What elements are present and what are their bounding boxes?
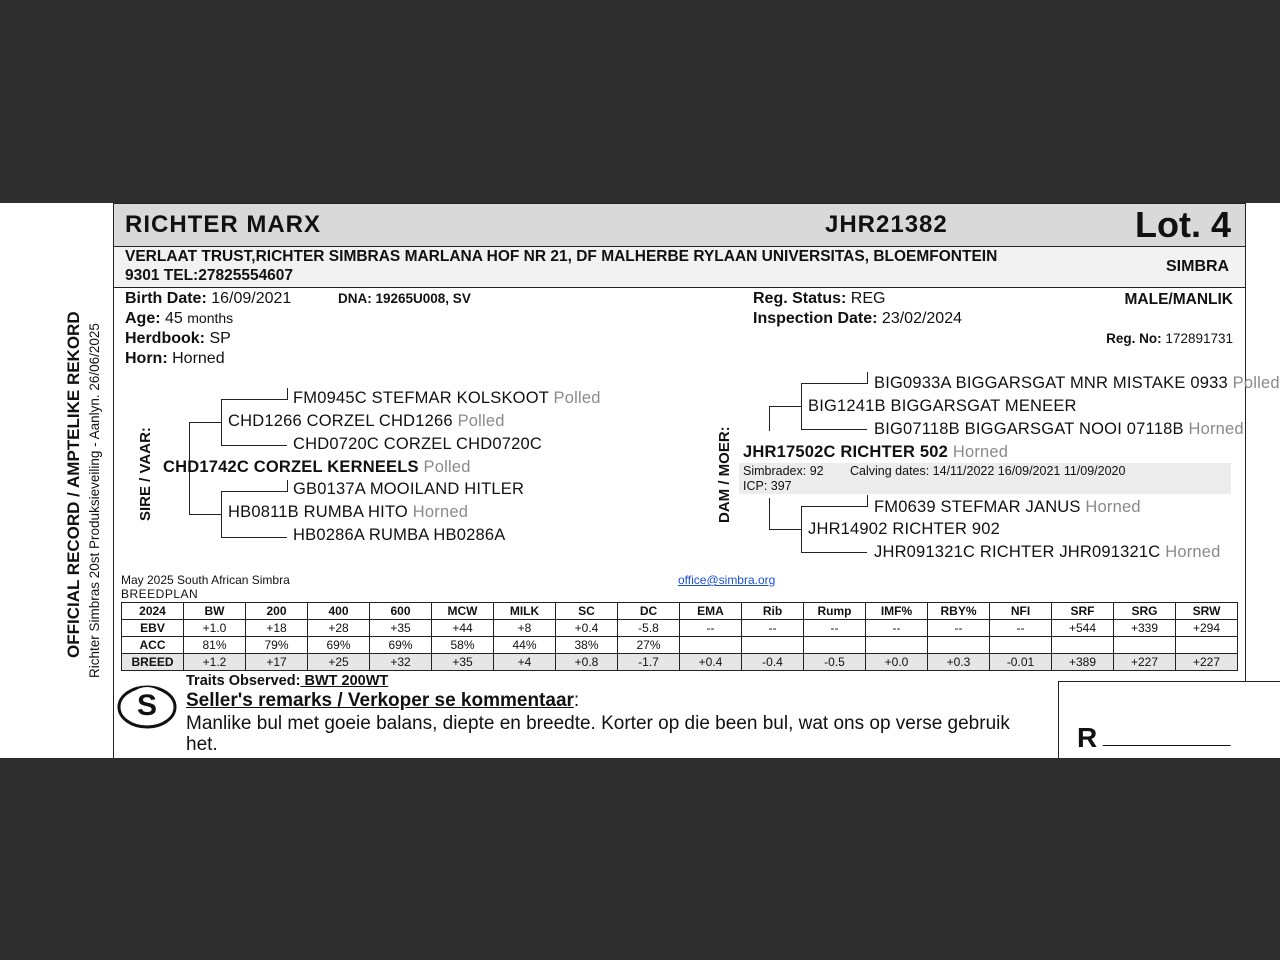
sex-value: MALE/MANLIK [1124, 291, 1233, 308]
ebv-cell: 200 [246, 603, 308, 620]
ebv-cell: +35 [370, 620, 432, 637]
animal-id: JHR21382 [825, 211, 948, 238]
owner-line-1: VERLAAT TRUST,RICHTER SIMBRAS MARLANA HOF NR 21, DF MALHERBE RYLAAN UNIVERSITAS, BLOEMFONTEIN [125, 248, 998, 265]
herdbook-row [125, 330, 231, 348]
ebv-cell [742, 637, 804, 654]
sire-dam-tick [287, 480, 288, 492]
dam-dam-dam [874, 543, 1221, 562]
breed-row [122, 654, 1238, 671]
ebv-cell: +8 [494, 620, 556, 637]
ebv-cell: +28 [308, 620, 370, 637]
remarks-colon: : [573, 690, 580, 711]
herdbook-value: SP [209, 330, 231, 347]
ebv-cell: IMF% [866, 603, 928, 620]
ebv-cell: -0.4 [742, 654, 804, 671]
ebv-cell: SRG [1114, 603, 1176, 620]
sire-sire-tick [287, 388, 288, 400]
price-box [1058, 681, 1280, 758]
traits-row [186, 673, 388, 689]
ebv-cell: RBY% [928, 603, 990, 620]
sire-sire-horn: Polled [457, 412, 505, 430]
sire-dam [228, 503, 468, 522]
dam-dam-sire-name: FM0639 STEFMAR JANUS [874, 498, 1081, 516]
reg-status-row [753, 290, 885, 308]
dam-bracket-bottom-stem [769, 498, 770, 529]
sire-sire-sire-name: FM0945C STEFMAR KOLSKOOT [293, 389, 549, 407]
ebv-cell: BREED [122, 654, 184, 671]
ebv-cell: +4 [494, 654, 556, 671]
ebv-cell: 69% [370, 637, 432, 654]
sire-sire-name: CHD1266 CORZEL CHD1266 [228, 412, 453, 430]
remarks-text: Manlike bul met goeie balans, diepte en breedte. Korter op die been bul, wat ons op verse gebruik het. [186, 713, 1010, 755]
ebv-cell: 27% [618, 637, 680, 654]
reg-no-row [1106, 331, 1233, 346]
sire-dam-dam [293, 526, 505, 545]
ebv-cell: -- [866, 620, 928, 637]
ebv-cell [990, 637, 1052, 654]
lot-number: Lot. 4 [1135, 204, 1231, 245]
ebv-cell [1052, 637, 1114, 654]
ebv-row [122, 620, 1238, 637]
dam-dam-bracket-top [801, 506, 867, 507]
dam-calving-dates: Calving dates: 14/11/2022 16/09/2021 11/09/2020 [850, 464, 1126, 478]
sire-sire-bracket [221, 399, 222, 445]
dam-sire-bracket [801, 383, 802, 429]
ebv-cell: +544 [1052, 620, 1114, 637]
dam-horn: Horned [952, 443, 1009, 461]
price-currency: R [1077, 722, 1098, 753]
sire [163, 458, 471, 477]
dam-name: JHR17502C RICHTER 502 [743, 443, 949, 461]
ebv-cell: +17 [246, 654, 308, 671]
horn-label: Horn: [125, 350, 168, 367]
ebv-cell: +32 [370, 654, 432, 671]
animal-name: RICHTER MARX [125, 211, 321, 238]
birth-date-value: 16/09/2021 [211, 290, 292, 307]
dam-sire-sire-name: BIG0933A BIGGARSGAT MNR MISTAKE 0933 [874, 374, 1228, 392]
ebv-cell: 38% [556, 637, 618, 654]
age-value: 45 [165, 310, 183, 327]
ebv-cell: +0.4 [556, 620, 618, 637]
sire-dam-sire [293, 480, 524, 499]
ebv-cell [1114, 637, 1176, 654]
sire-sire-dam [293, 435, 542, 454]
ebv-cell: ACC [122, 637, 184, 654]
owner-line-2: 9301 TEL:27825554607 [125, 267, 294, 284]
dam-simbradex: Simbradex: 92 [743, 464, 824, 478]
ebv-cell: BW [184, 603, 246, 620]
ebv-cell: +227 [1114, 654, 1176, 671]
dam-dam-sire-horn: Horned [1085, 498, 1141, 516]
ebv-table [121, 602, 1238, 671]
svg-text:S: S [136, 689, 158, 722]
sire-dam-name: HB0811B RUMBA HITO [228, 503, 408, 521]
remarks-heading: Seller's remarks / Verkoper se kommentaar [186, 690, 574, 711]
dam-icp: ICP: 397 [743, 479, 792, 493]
ebv-cell: 58% [432, 637, 494, 654]
dam-dam-tick [867, 495, 868, 507]
dam-sire-sire [874, 374, 1280, 393]
age-unit: months [187, 310, 234, 326]
ebv-cell: EBV [122, 620, 184, 637]
ebv-cell: +0.4 [680, 654, 742, 671]
dam-label: DAM / MOER: [716, 426, 733, 523]
ebv-cell: -0.01 [990, 654, 1052, 671]
breed-name: SIMBRA [1166, 258, 1230, 275]
ebv-cell: +339 [1114, 620, 1176, 637]
dam [743, 443, 1008, 462]
ebv-cell: 81% [184, 637, 246, 654]
ebv-cell: +18 [246, 620, 308, 637]
ebv-cell: SRW [1176, 603, 1238, 620]
ebv-cell: 400 [308, 603, 370, 620]
dam-sire-dam-horn: Horned [1188, 420, 1244, 438]
ebv-cell: +0.3 [928, 654, 990, 671]
birth-date-row [125, 290, 291, 308]
acc-row [122, 637, 1238, 654]
horn-value: Horned [172, 350, 225, 367]
side-margin [0, 203, 112, 758]
ebv-cell: +44 [432, 620, 494, 637]
ebv-cell: -- [680, 620, 742, 637]
dna-value: DNA: 19265U008, SV [338, 291, 471, 306]
ebv-header-row [122, 603, 1238, 620]
sire-dam-bracket [221, 491, 222, 537]
sire-sire-sire-horn: Polled [553, 389, 601, 407]
birth-date-label: Birth Date: [125, 290, 207, 307]
ebv-cell: +0.0 [866, 654, 928, 671]
ebv-cell: SRF [1052, 603, 1114, 620]
traits-value: BWT 200WT [300, 673, 389, 689]
dam-dam-dam-horn: Horned [1165, 543, 1221, 561]
dam-dam [808, 520, 1000, 539]
ebv-cell: 79% [246, 637, 308, 654]
ebv-cell: NFI [990, 603, 1052, 620]
reg-no-label: Reg. No: [1106, 331, 1162, 346]
herdbook-label: Herdbook: [125, 330, 205, 347]
remarks-heading-row [186, 690, 579, 712]
dam-dam-name: JHR14902 RICHTER 902 [808, 520, 1000, 538]
sire-dam-dam-name: HB0286A RUMBA HB0286A [293, 526, 506, 544]
official-record-label: OFFICIAL RECORD / AMPTELIKE REKORD [64, 311, 83, 658]
sire-bracket-bottom [189, 514, 221, 515]
sire-label: SIRE / VAAR: [137, 427, 154, 521]
dam-sire-dam [874, 420, 1244, 439]
traits-label: Traits Observed: [186, 673, 301, 689]
reg-status-label: Reg. Status: [753, 290, 847, 307]
dam-sire-tick [867, 372, 868, 384]
sire-sire-bracket-top [221, 399, 287, 400]
dam-bracket-bottom [769, 529, 801, 530]
sire-sire-sire [293, 389, 601, 408]
ebv-cell: DC [618, 603, 680, 620]
ebv-cell: -0.5 [804, 654, 866, 671]
age-label: Age: [125, 310, 161, 327]
ebv-cell: +227 [1176, 654, 1238, 671]
sire-sire [228, 412, 505, 431]
dam-bracket-top [769, 406, 801, 407]
ebv-cell: +25 [308, 654, 370, 671]
ebv-cell: -- [928, 620, 990, 637]
breedplan-label: BREEDPLAN [121, 587, 199, 601]
dam-sire-sire-horn: Polled [1232, 374, 1280, 392]
reg-no-value: 172891731 [1165, 331, 1233, 346]
horn-row [125, 350, 225, 368]
ebv-cell: +1.0 [184, 620, 246, 637]
ebv-cell: -5.8 [618, 620, 680, 637]
auction-label: Richter Simbras 20st Produksieveiling - Aanlyn. 26/06/2025 [87, 323, 102, 678]
ebv-cell: Rump [804, 603, 866, 620]
ebv-cell [866, 637, 928, 654]
dam-dam-dam-name: JHR091321C RICHTER JHR091321C [874, 543, 1161, 561]
email-link[interactable]: office@simbra.org [678, 573, 776, 587]
ebv-cell [680, 637, 742, 654]
simbra-logo-icon [116, 681, 178, 731]
reg-status-value: REG [850, 290, 886, 307]
ebv-cell: EMA [680, 603, 742, 620]
ebv-cell: +389 [1052, 654, 1114, 671]
ebv-cell: SC [556, 603, 618, 620]
sire-name: CHD1742C CORZEL KERNEELS [163, 458, 419, 476]
sire-horn: Polled [423, 458, 471, 476]
ebv-cell: -- [742, 620, 804, 637]
sire-dam-sire-name: GB0137A MOOILAND HITLER [293, 480, 525, 498]
lot-card [0, 203, 1280, 758]
ebv-cell: -- [804, 620, 866, 637]
ebv-cell: 44% [494, 637, 556, 654]
age-row [125, 310, 233, 328]
dam-dam-bracket-bottom [801, 552, 867, 553]
ebv-cell: +1.2 [184, 654, 246, 671]
dam-dam-bracket [801, 506, 802, 552]
ebv-cell: MILK [494, 603, 556, 620]
dam-sire [808, 397, 1077, 416]
dam-sire-bracket-bottom [801, 429, 867, 430]
ebv-cell: MCW [432, 603, 494, 620]
inspection-row [753, 310, 962, 328]
breedplan-source: May 2025 South African Simbra [121, 573, 290, 587]
ebv-cell: -1.7 [618, 654, 680, 671]
ebv-cell: 600 [370, 603, 432, 620]
sire-dam-bracket-top [221, 491, 287, 492]
dam-sire-dam-name: BIG07118B BIGGARSGAT NOOI 07118B [874, 420, 1184, 438]
dam-sire-bracket-top [801, 383, 867, 384]
ebv-cell [804, 637, 866, 654]
ebv-cell: -- [990, 620, 1052, 637]
sire-dam-horn: Horned [412, 503, 469, 521]
inspection-value: 23/02/2024 [881, 310, 962, 327]
ebv-cell: 69% [308, 637, 370, 654]
ebv-cell: +294 [1176, 620, 1238, 637]
price-input[interactable]: ________________ [1103, 730, 1230, 747]
ebv-cell: Rib [742, 603, 804, 620]
ebv-cell [1176, 637, 1238, 654]
sire-bracket-top [189, 422, 221, 423]
ebv-cell: 2024 [122, 603, 184, 620]
dam-sire-name: BIG1241B BIGGARSGAT MENEER [808, 397, 1077, 415]
dam-bracket-top-stem [769, 406, 770, 431]
sire-sire-dam-name: CHD0720C CORZEL CHD0720C [293, 435, 543, 453]
ebv-cell [928, 637, 990, 654]
sire-dam-bracket-bottom [221, 537, 287, 538]
ebv-cell: +35 [432, 654, 494, 671]
ebv-cell: +0.8 [556, 654, 618, 671]
inspection-label: Inspection Date: [753, 310, 878, 327]
dam-dam-sire [874, 498, 1141, 517]
sire-sire-bracket-bottom [221, 445, 287, 446]
